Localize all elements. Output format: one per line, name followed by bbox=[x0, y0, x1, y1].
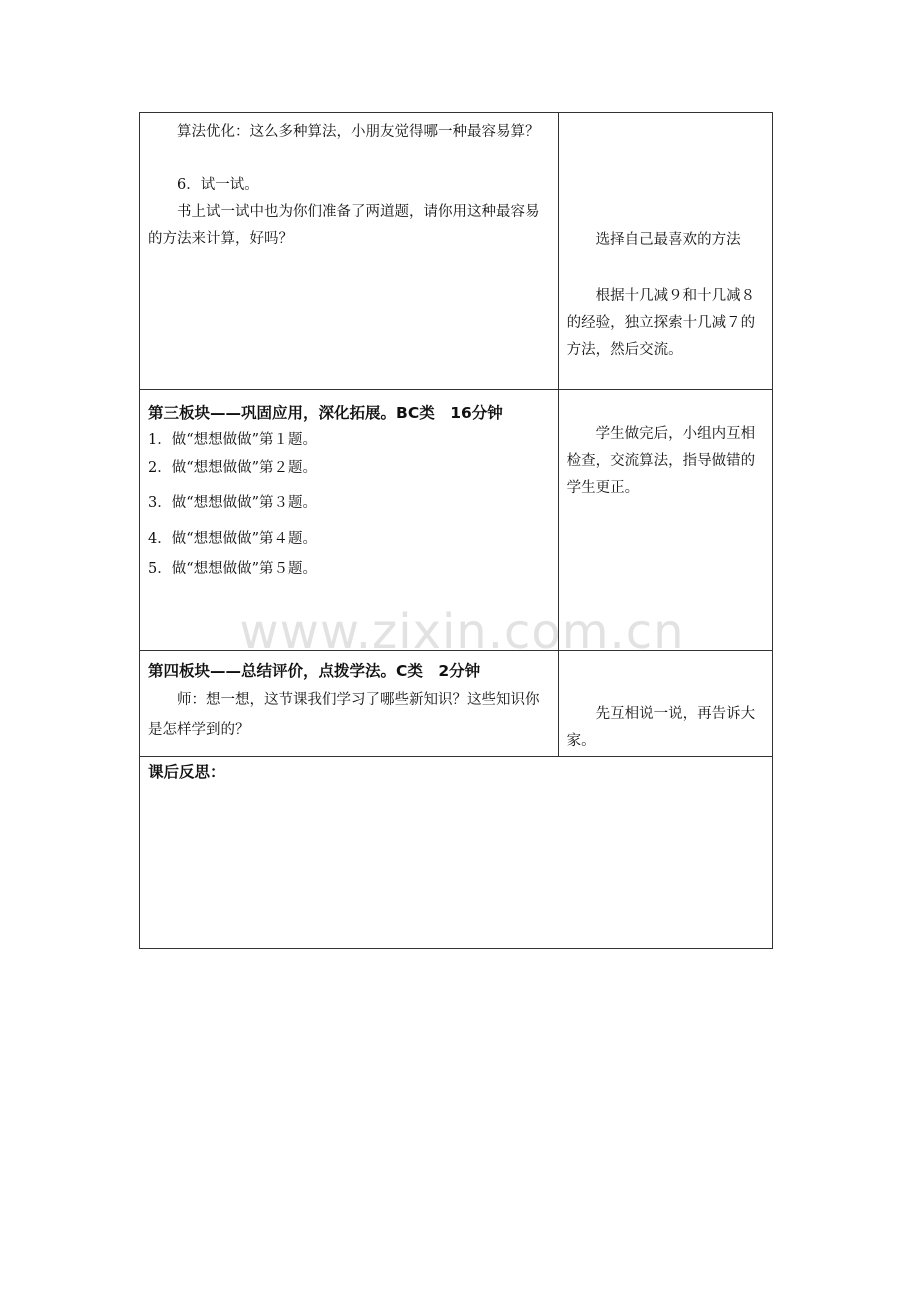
list-item: 2．做“想想做做”第２题。 bbox=[148, 460, 318, 476]
paragraph-choose-method: 选择自己最喜欢的方法 bbox=[595, 232, 741, 248]
section-heading-three: 第三板块——巩固应用，深化拓展。BC类 16分钟 bbox=[148, 404, 503, 422]
teaching-cell bbox=[140, 390, 559, 651]
table-row bbox=[140, 390, 773, 651]
student-activity-cell bbox=[558, 390, 772, 651]
watermark: www.zixin.com.cn bbox=[239, 604, 685, 660]
teaching-cell bbox=[140, 113, 559, 390]
paragraph-explore-method: 根据十几减９和十几减８的经验，独立探索十几减７的方法，然后交流。 bbox=[566, 288, 756, 358]
table-row bbox=[140, 651, 773, 757]
section-heading-four: 第四板块——总结评价，点拨学法。C类 2分钟 bbox=[148, 662, 481, 680]
list-item: 5．做“想想做做”第５题。 bbox=[148, 561, 318, 577]
teaching-cell bbox=[140, 651, 559, 757]
table-row bbox=[140, 757, 773, 949]
lesson-plan-table bbox=[139, 112, 773, 949]
reflection-heading: 课后反思： bbox=[148, 763, 226, 781]
table-row bbox=[140, 113, 773, 390]
list-item: 1．做“想想做做”第１题。 bbox=[148, 432, 318, 448]
reflection-cell bbox=[140, 757, 773, 949]
student-activity-cell bbox=[558, 113, 772, 390]
paragraph-summary-question: 师：想一想，这节课我们学习了哪些新知识？这些知识你是怎样学到的？ bbox=[148, 692, 540, 738]
paragraph-try-heading: 6．试一试。 bbox=[177, 177, 259, 193]
paragraph-try-text: 书上试一试中也为你们准备了两道题，请你用这种最容易的方法来计算，好吗？ bbox=[148, 204, 540, 247]
paragraph-peer-check: 学生做完后，小组内互相检查，交流算法，指导做错的学生更正。 bbox=[566, 426, 756, 496]
paragraph-algorithm-optimization: 算法优化：这么多种算法，小朋友觉得哪一种最容易算？ bbox=[177, 124, 540, 140]
student-activity-cell bbox=[558, 651, 772, 757]
list-item: 4．做“想想做做”第４题。 bbox=[148, 531, 318, 547]
paragraph-tell-everyone: 先互相说一说，再告诉大家。 bbox=[566, 706, 756, 749]
list-item: 3．做“想想做做”第３题。 bbox=[148, 495, 318, 511]
